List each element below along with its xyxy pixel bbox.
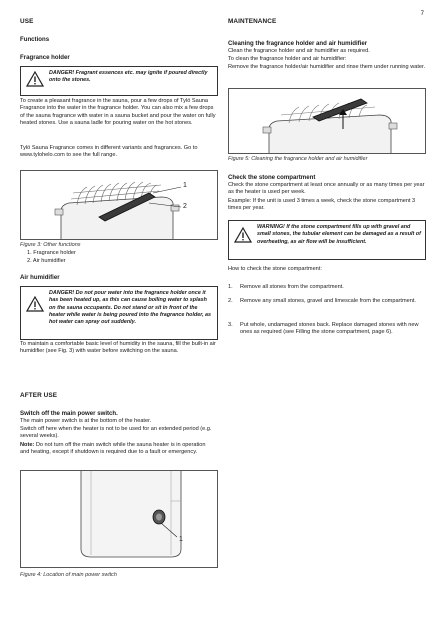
- cleaning-paragraph-3: Remove the fragrance holder/air humidifier and rinse them under running water.: [228, 64, 426, 70]
- fragrance-warning-box: [20, 66, 218, 96]
- maintenance-heading: MAINTENANCE: [228, 18, 277, 25]
- use-heading: USE: [20, 18, 34, 25]
- switch-note: [20, 442, 216, 457]
- step-number: 1.: [228, 284, 233, 290]
- figure-5-cleaning: [228, 88, 426, 154]
- fig3-callout-1: 1: [183, 182, 187, 189]
- figure-5-caption: Figure 5: Cleaning the fragrance holder and air humidifier: [228, 156, 368, 162]
- howto-text: How to check the stone compartment:: [228, 266, 322, 272]
- humidifier-warning-text: DANGER! Do not pour water into the fragrance holder once it has been heated up, as this can cause boiling water to splash on the sauna occupants. Do not stand or sit in front of the heater while water is being poured into the fragrance holder, as hot water can spray out suddenly.: [49, 290, 212, 326]
- switch-paragraph-1: The main power switch is at the bottom of the heater.: [20, 418, 152, 424]
- figure-3-item-2: 2. Air humidifier: [27, 258, 66, 264]
- figure-3-item-1: 1. Fragrance holder: [27, 250, 76, 256]
- humidifier-paragraph: To maintain a comfortable basic level of humidity in the sauna, fill the built-in air humidifier (see Fig. 3) with water before switching on the sauna.: [20, 341, 216, 355]
- humidifier-warning-box: [20, 286, 218, 340]
- cleaning-paragraph-2: To clean the fragrance holder and air humidifier:: [228, 56, 347, 62]
- step-text: Remove all stones from the compartment.: [240, 284, 344, 290]
- fragrance-warning-text: DANGER! Fragrant essences etc. may ignite if poured directly onto the stones.: [49, 70, 208, 84]
- fig4-callout-1: 1: [179, 536, 183, 543]
- cleaning-paragraph-1: Clean the fragrance holder and air humidifier as required.: [228, 48, 370, 54]
- functions-heading: Functions: [20, 36, 50, 43]
- warning-triangle-icon: [234, 227, 252, 243]
- stone-paragraph-2: Example: If the unit is used 3 times a week, check the stone compartment 3 times per year.: [228, 198, 416, 212]
- cleaning-heading: Cleaning the fragrance holder and air humidifier: [228, 40, 368, 47]
- stone-warning-box: [228, 220, 426, 260]
- figure-3-caption: Figure 3: Other functions: [20, 242, 81, 248]
- fragrance-holder-heading: Fragrance holder: [20, 54, 70, 61]
- step-text: Remove any small stones, gravel and limescale from the compartment.: [240, 298, 416, 304]
- note-text: Do not turn off the main switch while the sauna heater is in operation and heating, except if shutdown is required due to a fault or emergency.: [20, 442, 206, 456]
- after-use-heading: AFTER USE: [20, 392, 58, 399]
- step-number: 3.: [228, 322, 233, 328]
- cleaning-illustration: [229, 89, 425, 153]
- warning-triangle-icon: [26, 296, 44, 312]
- heater-top-illustration: [21, 171, 217, 239]
- step-number: 2.: [228, 298, 233, 304]
- stone-paragraph-1: Check the stone compartment at least once annually or as many times per year as the heater is used per week.: [228, 182, 425, 196]
- air-humidifier-heading: Air humidifier: [20, 274, 60, 281]
- step-3: [228, 322, 424, 337]
- fragrance-paragraph-1: To create a pleasant fragrance in the sauna, pour a few drops of Tylö Sauna Fragrance into the water in the fragrance holder. You can also mix a few drops of the sauna fragrance with water in a sauna bucket and pour the water on fully heated stones. Use a sauna ladle for pouring water on the hot stones.: [20, 98, 216, 126]
- stone-compartment-heading: Check the stone compartment: [228, 174, 316, 181]
- step-2: [228, 298, 424, 305]
- figure-4-main-switch: [20, 470, 218, 568]
- step-1: [228, 284, 424, 291]
- figure-4-caption: Figure 4: Location of main power switch: [20, 572, 117, 578]
- note-label: Note:: [20, 442, 35, 448]
- heater-bottom-illustration: [21, 471, 217, 567]
- switch-off-heading: Switch off the main power switch.: [20, 410, 118, 417]
- step-text: Put whole, undamaged stones back. Replace damaged stones with new ones as required (see Filling the stone compartment, page 6).: [240, 322, 419, 336]
- figure-3-other-functions: [20, 170, 218, 240]
- stone-warning-text: WARNING! If the stone compartment fills up with gravel and small stones, the tubular element can be damaged as a result of overheating, as air flow will be insufficient.: [257, 224, 421, 245]
- warning-triangle-icon: [26, 71, 44, 87]
- fragrance-paragraph-2: Tylö Sauna Fragrance comes in different variants and fragrances. Go to www.tylohelo.com to see the full range.: [20, 145, 198, 159]
- page-number: 7: [420, 11, 424, 17]
- fig3-callout-2: 2: [183, 203, 187, 210]
- switch-paragraph-2: Switch off here when the heater is not to be used for an extended period (e.g. several weeks).: [20, 426, 212, 440]
